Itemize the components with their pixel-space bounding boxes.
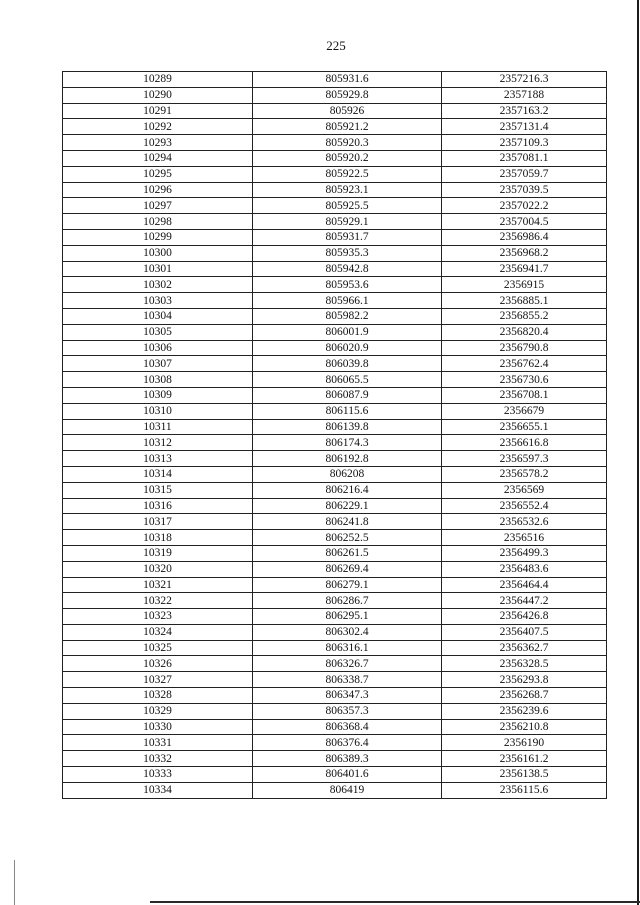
- table-row: [63, 609, 607, 625]
- y-coordinate-cell: 2357109.3: [442, 135, 607, 151]
- y-coordinate-cell: 2356115.6: [442, 782, 607, 798]
- table-row: [63, 688, 607, 704]
- table-row: [63, 372, 607, 388]
- point-number-cell: 10325: [63, 640, 253, 656]
- point-number-cell: 10304: [63, 308, 253, 324]
- x-coordinate-cell: 806229.1: [253, 498, 442, 514]
- x-coordinate-cell: 805931.6: [253, 72, 442, 88]
- x-coordinate-cell: 806347.3: [253, 688, 442, 704]
- point-number-cell: 10310: [63, 403, 253, 419]
- y-coordinate-cell: 2356362.7: [442, 640, 607, 656]
- point-number-cell: 10309: [63, 387, 253, 403]
- table-row: [63, 166, 607, 182]
- table-row: [63, 356, 607, 372]
- table-row: [63, 308, 607, 324]
- y-coordinate-cell: 2357188: [442, 87, 607, 103]
- point-number-cell: 10314: [63, 466, 253, 482]
- y-coordinate-cell: 2356986.4: [442, 229, 607, 245]
- table-row: [63, 229, 607, 245]
- point-number-cell: 10296: [63, 182, 253, 198]
- table-row: [63, 751, 607, 767]
- coordinates-table-body: [63, 72, 607, 799]
- table-row: [63, 593, 607, 609]
- y-coordinate-cell: 2357059.7: [442, 166, 607, 182]
- table-row: [63, 545, 607, 561]
- coordinates-table: [62, 71, 607, 799]
- x-coordinate-cell: 806216.4: [253, 482, 442, 498]
- point-number-cell: 10298: [63, 214, 253, 230]
- y-coordinate-cell: 2356968.2: [442, 245, 607, 261]
- x-coordinate-cell: 806316.1: [253, 640, 442, 656]
- page-number: 225: [326, 38, 346, 53]
- table-row: [63, 482, 607, 498]
- y-coordinate-cell: 2357081.1: [442, 150, 607, 166]
- table-row: [63, 514, 607, 530]
- x-coordinate-cell: 805922.5: [253, 166, 442, 182]
- point-number-cell: 10318: [63, 530, 253, 546]
- y-coordinate-cell: 2356597.3: [442, 451, 607, 467]
- y-coordinate-cell: 2356464.4: [442, 577, 607, 593]
- x-coordinate-cell: 806020.9: [253, 340, 442, 356]
- x-coordinate-cell: 806174.3: [253, 435, 442, 451]
- point-number-cell: 10329: [63, 703, 253, 719]
- point-number-cell: 10315: [63, 482, 253, 498]
- y-coordinate-cell: 2356552.4: [442, 498, 607, 514]
- point-number-cell: 10306: [63, 340, 253, 356]
- table-row: [63, 703, 607, 719]
- x-coordinate-cell: 806357.3: [253, 703, 442, 719]
- x-coordinate-cell: 806192.8: [253, 451, 442, 467]
- x-coordinate-cell: 805942.8: [253, 261, 442, 277]
- x-coordinate-cell: 805929.8: [253, 87, 442, 103]
- x-coordinate-cell: 806139.8: [253, 419, 442, 435]
- point-number-cell: 10323: [63, 609, 253, 625]
- table-row: [63, 782, 607, 798]
- table-row: [63, 672, 607, 688]
- point-number-cell: 10316: [63, 498, 253, 514]
- point-number-cell: 10326: [63, 656, 253, 672]
- point-number-cell: 10312: [63, 435, 253, 451]
- x-coordinate-cell: 806115.6: [253, 403, 442, 419]
- table-row: [63, 466, 607, 482]
- x-coordinate-cell: 805920.3: [253, 135, 442, 151]
- point-number-cell: 10291: [63, 103, 253, 119]
- table-row: [63, 403, 607, 419]
- x-coordinate-cell: 806241.8: [253, 514, 442, 530]
- y-coordinate-cell: 2356268.7: [442, 688, 607, 704]
- table-row: [63, 419, 607, 435]
- table-row: [63, 245, 607, 261]
- point-number-cell: 10307: [63, 356, 253, 372]
- x-coordinate-cell: 806269.4: [253, 561, 442, 577]
- x-coordinate-cell: 805929.1: [253, 214, 442, 230]
- y-coordinate-cell: 2357004.5: [442, 214, 607, 230]
- x-coordinate-cell: 806208: [253, 466, 442, 482]
- y-coordinate-cell: 2356941.7: [442, 261, 607, 277]
- table-row: [63, 530, 607, 546]
- x-coordinate-cell: 806039.8: [253, 356, 442, 372]
- y-coordinate-cell: 2356407.5: [442, 624, 607, 640]
- y-coordinate-cell: 2356679: [442, 403, 607, 419]
- table-row: [63, 767, 607, 783]
- y-coordinate-cell: 2356426.8: [442, 609, 607, 625]
- x-coordinate-cell: 806401.6: [253, 767, 442, 783]
- x-coordinate-cell: 805926: [253, 103, 442, 119]
- y-coordinate-cell: 2356708.1: [442, 387, 607, 403]
- table-row: [63, 103, 607, 119]
- y-coordinate-cell: 2356499.3: [442, 545, 607, 561]
- table-row: [63, 72, 607, 88]
- table-row: [63, 656, 607, 672]
- table-row: [63, 198, 607, 214]
- scan-right-edge: [637, 0, 639, 905]
- table-row: [63, 261, 607, 277]
- y-coordinate-cell: 2357039.5: [442, 182, 607, 198]
- x-coordinate-cell: 806389.3: [253, 751, 442, 767]
- y-coordinate-cell: 2356161.2: [442, 751, 607, 767]
- table-row: [63, 182, 607, 198]
- x-coordinate-cell: 805920.2: [253, 150, 442, 166]
- point-number-cell: 10308: [63, 372, 253, 388]
- y-coordinate-cell: 2357131.4: [442, 119, 607, 135]
- x-coordinate-cell: 806087.9: [253, 387, 442, 403]
- point-number-cell: 10297: [63, 198, 253, 214]
- table-row: [63, 214, 607, 230]
- point-number-cell: 10299: [63, 229, 253, 245]
- x-coordinate-cell: 806419: [253, 782, 442, 798]
- point-number-cell: 10305: [63, 324, 253, 340]
- point-number-cell: 10317: [63, 514, 253, 530]
- point-number-cell: 10334: [63, 782, 253, 798]
- y-coordinate-cell: 2356578.2: [442, 466, 607, 482]
- y-coordinate-cell: 2356210.8: [442, 719, 607, 735]
- point-number-cell: 10303: [63, 293, 253, 309]
- point-number-cell: 10320: [63, 561, 253, 577]
- table-row: [63, 451, 607, 467]
- x-coordinate-cell: 806376.4: [253, 735, 442, 751]
- point-number-cell: 10292: [63, 119, 253, 135]
- table-row: [63, 387, 607, 403]
- x-coordinate-cell: 805953.6: [253, 277, 442, 293]
- table-row: [63, 340, 607, 356]
- y-coordinate-cell: 2357163.2: [442, 103, 607, 119]
- table-row: [63, 498, 607, 514]
- x-coordinate-cell: 805966.1: [253, 293, 442, 309]
- point-number-cell: 10327: [63, 672, 253, 688]
- y-coordinate-cell: 2356855.2: [442, 308, 607, 324]
- table-row: [63, 561, 607, 577]
- point-number-cell: 10324: [63, 624, 253, 640]
- x-coordinate-cell: 805931.7: [253, 229, 442, 245]
- y-coordinate-cell: 2356569: [442, 482, 607, 498]
- point-number-cell: 10333: [63, 767, 253, 783]
- table-row: [63, 135, 607, 151]
- x-coordinate-cell: 806286.7: [253, 593, 442, 609]
- x-coordinate-cell: 806261.5: [253, 545, 442, 561]
- y-coordinate-cell: 2356293.8: [442, 672, 607, 688]
- point-number-cell: 10289: [63, 72, 253, 88]
- table-row: [63, 119, 607, 135]
- point-number-cell: 10301: [63, 261, 253, 277]
- y-coordinate-cell: 2357022.2: [442, 198, 607, 214]
- x-coordinate-cell: 806065.5: [253, 372, 442, 388]
- y-coordinate-cell: 2356915: [442, 277, 607, 293]
- y-coordinate-cell: 2356762.4: [442, 356, 607, 372]
- table-row: [63, 640, 607, 656]
- point-number-cell: 10330: [63, 719, 253, 735]
- y-coordinate-cell: 2356532.6: [442, 514, 607, 530]
- y-coordinate-cell: 2356138.5: [442, 767, 607, 783]
- x-coordinate-cell: 806252.5: [253, 530, 442, 546]
- table-row: [63, 719, 607, 735]
- y-coordinate-cell: 2356483.6: [442, 561, 607, 577]
- table-row: [63, 87, 607, 103]
- x-coordinate-cell: 806338.7: [253, 672, 442, 688]
- point-number-cell: 10293: [63, 135, 253, 151]
- y-coordinate-cell: 2356190: [442, 735, 607, 751]
- x-coordinate-cell: 806302.4: [253, 624, 442, 640]
- point-number-cell: 10302: [63, 277, 253, 293]
- x-coordinate-cell: 805921.2: [253, 119, 442, 135]
- point-number-cell: 10328: [63, 688, 253, 704]
- point-number-cell: 10331: [63, 735, 253, 751]
- y-coordinate-cell: 2356730.6: [442, 372, 607, 388]
- point-number-cell: 10294: [63, 150, 253, 166]
- table-row: [63, 324, 607, 340]
- y-coordinate-cell: 2356820.4: [442, 324, 607, 340]
- scan-left-edge: [14, 860, 15, 905]
- x-coordinate-cell: 805935.3: [253, 245, 442, 261]
- point-number-cell: 10322: [63, 593, 253, 609]
- y-coordinate-cell: 2357216.3: [442, 72, 607, 88]
- table-row: [63, 277, 607, 293]
- y-coordinate-cell: 2356328.5: [442, 656, 607, 672]
- table-row: [63, 435, 607, 451]
- x-coordinate-cell: 806001.9: [253, 324, 442, 340]
- y-coordinate-cell: 2356239.6: [442, 703, 607, 719]
- x-coordinate-cell: 806279.1: [253, 577, 442, 593]
- y-coordinate-cell: 2356885.1: [442, 293, 607, 309]
- x-coordinate-cell: 805923.1: [253, 182, 442, 198]
- x-coordinate-cell: 806326.7: [253, 656, 442, 672]
- y-coordinate-cell: 2356790.8: [442, 340, 607, 356]
- table-row: [63, 624, 607, 640]
- y-coordinate-cell: 2356516: [442, 530, 607, 546]
- point-number-cell: 10313: [63, 451, 253, 467]
- point-number-cell: 10311: [63, 419, 253, 435]
- y-coordinate-cell: 2356616.8: [442, 435, 607, 451]
- y-coordinate-cell: 2356447.2: [442, 593, 607, 609]
- point-number-cell: 10300: [63, 245, 253, 261]
- x-coordinate-cell: 806368.4: [253, 719, 442, 735]
- table-row: [63, 150, 607, 166]
- x-coordinate-cell: 805982.2: [253, 308, 442, 324]
- scan-bottom-edge: [150, 901, 640, 903]
- table-row: [63, 293, 607, 309]
- point-number-cell: 10332: [63, 751, 253, 767]
- point-number-cell: 10295: [63, 166, 253, 182]
- table-row: [63, 577, 607, 593]
- x-coordinate-cell: 806295.1: [253, 609, 442, 625]
- point-number-cell: 10290: [63, 87, 253, 103]
- point-number-cell: 10321: [63, 577, 253, 593]
- y-coordinate-cell: 2356655.1: [442, 419, 607, 435]
- table-row: [63, 735, 607, 751]
- point-number-cell: 10319: [63, 545, 253, 561]
- x-coordinate-cell: 805925.5: [253, 198, 442, 214]
